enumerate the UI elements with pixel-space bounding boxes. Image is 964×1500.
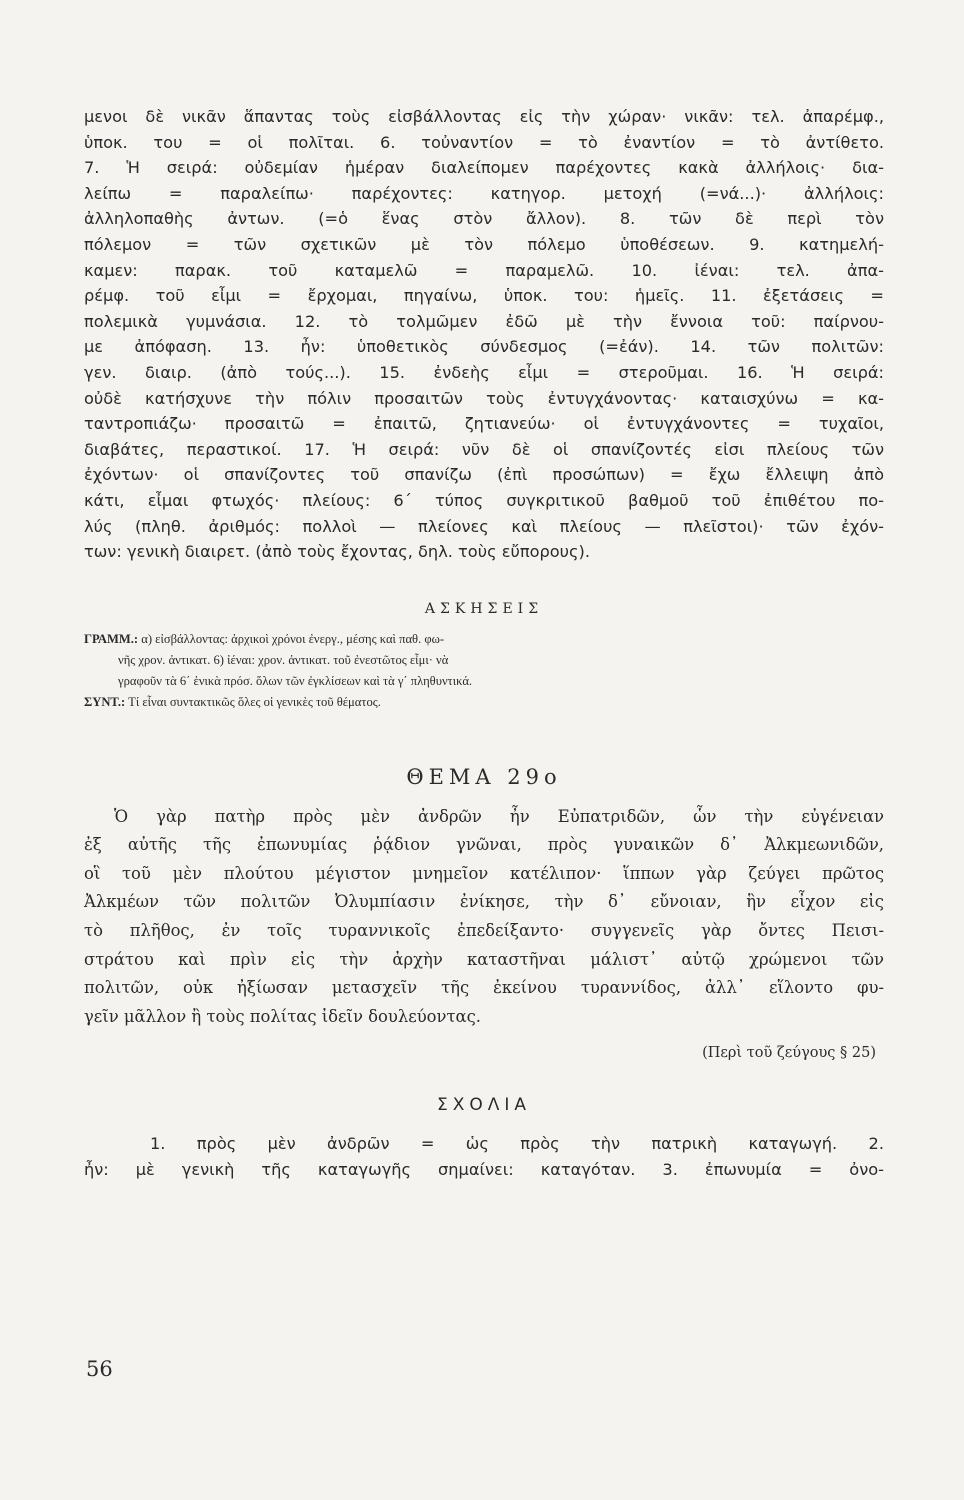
grammar-text: α) εἰσβάλλοντας: ἀρχικοὶ χρόνοι ἐνεργ., μέσης καὶ παθ. φω-: [141, 631, 445, 646]
notes-line: λύς (πληθ. ἀριθμός: πολλοὶ — πλείονες καὶ πλείους — πλεῖστοι)· τῶν ἐχόν-: [84, 516, 884, 536]
notes-block: [84, 104, 884, 565]
notes-line: ὑποκ. του = οἱ πολῖται. 6. τοὐναντίον = τὸ ἐναντίον = τὸ ἀντίθετο.: [84, 132, 884, 152]
exercises-block: [84, 629, 884, 713]
notes-line: λείπω = παραλείπω· παρέχοντες: κατηγορ. μετοχή (=νά...)· ἀλλήλοις:: [84, 183, 884, 203]
text-source: (Περὶ τοῦ ζεύγους § 25): [702, 1045, 876, 1062]
notes-line: καμεν: παρακ. τοῦ καταμελῶ = παραμελῶ. 10. ἰέναι: τελ. ἀπα-: [84, 260, 884, 280]
syntax-text: Τί εἶναι συντακτικῶς ὅλες οἱ γενικὲς τοῦ θέματος.: [128, 694, 381, 709]
notes-line: ρέμφ. τοῦ εἶμι = ἔρχομαι, πηγαίνω, ὑποκ. του: ἡμεῖς. 11. ἐξετάσεις =: [84, 286, 884, 306]
text-line: τὸ πλῆθος, ἐν τοῖς τυραννικοῖς ἐπεδείξαντο· συγγενεῖς γὰρ ὄντες Πεισι-: [84, 921, 884, 941]
notes-line: με ἀπόφαση. 13. ἦν: ὑποθετικὸς σύνδεσμος (=ἐάν). 14. τῶν πολιτῶν:: [84, 337, 884, 357]
notes-line: ταντροπιάζω· προσαιτῶ = ἐπαιτῶ, ζητιανεύω· οἱ ἐντυγχάνοντες = τυχαῖοι,: [84, 414, 884, 434]
syntax-label: ΣΥΝΤ.:: [84, 694, 126, 709]
syntax-line: [84, 692, 884, 713]
notes-line: διαβάτες, περαστικοί. 17. Ἡ σειρά: νῦν δὲ οἱ σπανίζοντές εἰσι πλείους τῶν: [84, 439, 884, 459]
grammar-label: ΓΡΑΜΜ.:: [84, 631, 139, 646]
notes-line: ἀλληλοπαθὴς ἀντων. (=ὁ ἕνας στὸν ἄλλον). 8. τῶν δὲ περὶ τὸν: [84, 209, 884, 229]
page-content: [84, 104, 884, 1183]
notes-line: κάτι, εἶμαι φτωχός· πλείους: 6΄ τύπος συγκριτικοῦ βαθμοῦ τοῦ ἐπιθέτου πο-: [84, 490, 884, 510]
text-line: Ἀλκμέων τῶν πολιτῶν Ὀλυμπίασιν ἐνίκησε, τὴν δ᾽ εὔνοιαν, ἣν εἶχον εἰς: [84, 892, 884, 912]
notes-line: των: γενικὴ διαιρετ. (ἀπὸ τοὺς ἔχοντας, δηλ. τοὺς εὔπορους).: [84, 542, 590, 562]
notes-line: πόλεμον = τῶν σχετικῶν μὲ τὸν πόλεμο ὑποθέσεων. 9. κατημελή-: [84, 234, 884, 254]
scholia-line: ἦν: μὲ γενικὴ τῆς καταγωγῆς σημαίνει: καταγόταν. 3. ἐπωνυμία = ὀνο-: [84, 1160, 884, 1180]
page-number: 56: [86, 1357, 113, 1381]
ancient-text: [84, 803, 884, 1032]
notes-line: ἐχόντων· οἱ σπανίζοντες τοῦ σπανίζω (ἐπὶ προσώπων) = ἔχω ἔλλειψη ἀπὸ: [84, 465, 884, 485]
text-line: ἐξ αὐτῆς τῆς ἐπωνυμίας ῥᾴδιον γνῶναι, πρὸς γυναικῶν δ᾽ Ἀλκμεωνιδῶν,: [84, 835, 884, 855]
scholia-line: 1. πρὸς μὲν ἀνδρῶν = ὡς πρὸς τὴν πατρικὴ καταγωγή. 2.: [150, 1134, 884, 1154]
text-line: Ὁ γὰρ πατὴρ πρὸς μὲν ἀνδρῶν ἦν Εὐπατριδῶν, ὧν τὴν εὐγένειαν: [114, 806, 884, 826]
text-line: στράτου καὶ πρὶν εἰς τὴν ἀρχὴν καταστῆναι μάλιστ᾽ αὐτῷ χρώμενοι τῶν: [84, 949, 884, 969]
exercises-heading: ΑΣΚΗΣΕΙΣ: [424, 600, 544, 617]
scholia-block: [84, 1131, 884, 1182]
grammar-line: [84, 629, 884, 650]
notes-line: 7. Ἡ σειρά: οὐδεμίαν ἡμέραν διαλείπομεν παρέχοντες κακὰ ἀλλήλοις· δια-: [84, 158, 884, 178]
notes-line: οὐδὲ κατήσχυνε τὴν πόλιν προσαιτῶν τοὺς ἐντυγχάνοντας· καταισχύνω = κα-: [84, 388, 884, 408]
text-line: γεῖν μᾶλλον ἢ τοὺς πολίτας ἰδεῖν δουλεύοντας.: [84, 1006, 482, 1026]
notes-line: γεν. διαιρ. (ἀπὸ τούς...). 15. ἐνδεὴς εἶμι = στεροῦμαι. 16. Ἡ σειρά:: [84, 362, 884, 382]
grammar-line: γραφοῦν τὰ 6΄ ἑνικὰ πρόσ. ὅλων τῶν ἐγκλίσεων καὶ τὰ γ΄ πληθυντικά.: [118, 673, 473, 688]
notes-line: πολεμικὰ γυμνάσια. 12. τὸ τολμῶμεν ἐδῶ μὲ τὴν ἔννοια τοῦ: παίρνου-: [84, 311, 884, 331]
notes-line: μενοι δὲ νικᾶν ἅπαντας τοὺς εἰσβάλλοντας εἰς τὴν χώραν· νικᾶν: τελ. ἀπαρέμφ.,: [84, 107, 884, 126]
scholia-heading: ΣΧΟΛΙΑ: [436, 1095, 532, 1116]
topic-heading: ΘΕΜΑ 29ο: [406, 764, 562, 789]
grammar-line: νῆς χρον. ἀντικατ. 6) ἰέναι: χρον. ἀντικατ. τοῦ ἐνεστῶτος εἶμι· νὰ: [118, 652, 449, 667]
text-line: πολιτῶν, οὐκ ἠξίωσαν μετασχεῖν τῆς ἐκείνου τυραννίδος, ἀλλ᾽ εἵλοντο φυ-: [84, 978, 884, 998]
text-line: οἳ τοῦ μὲν πλούτου μέγιστον μνημεῖον κατέλιπον· ἵππων γὰρ ζεύγει πρῶτος: [84, 863, 884, 883]
